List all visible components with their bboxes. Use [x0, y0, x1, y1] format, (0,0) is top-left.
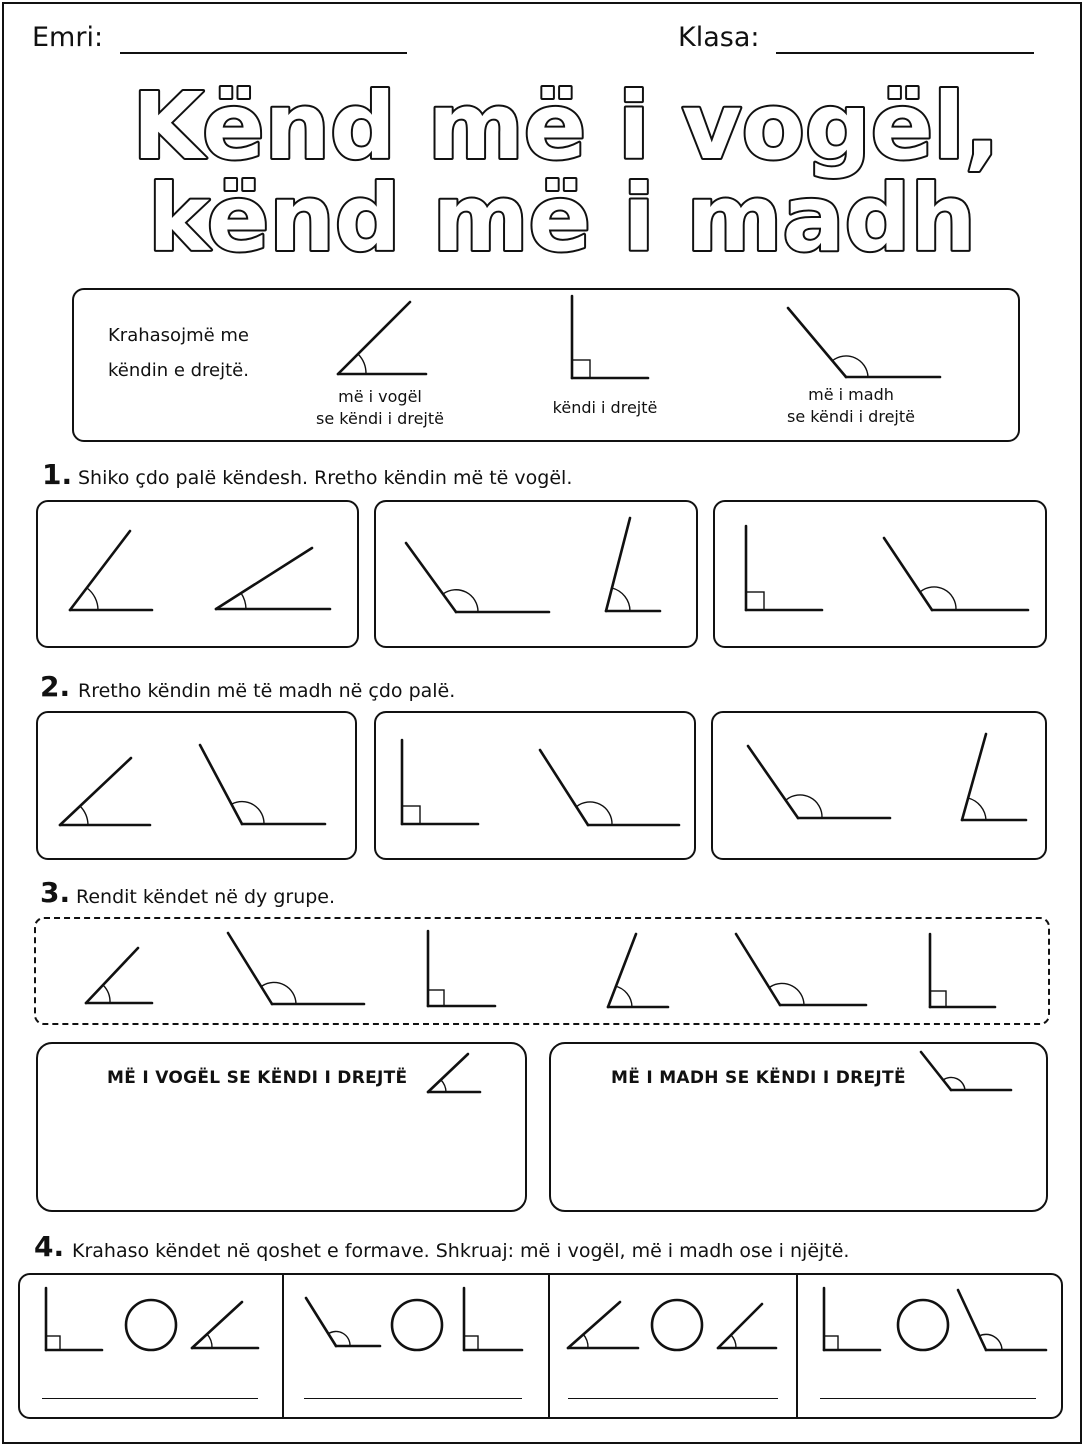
compare2-circle[interactable]	[386, 1294, 448, 1356]
compare3-acute-angle-a	[562, 1296, 642, 1354]
obtuse-angle-icon	[780, 300, 950, 380]
angles-to-sort-box	[34, 917, 1050, 1025]
name-label: Emri:	[32, 22, 104, 53]
ex1-pair2-angle-b[interactable]	[596, 512, 666, 617]
larger-caption-line1: më i madh	[808, 385, 894, 404]
ex2-pair1-angle-b[interactable]	[192, 740, 332, 830]
larger-caption	[771, 384, 931, 428]
worksheet-title	[0, 70, 1086, 270]
sort-angle-1-acute[interactable]	[80, 940, 160, 1010]
title-line-2: kënd më i madh	[148, 165, 976, 270]
compare2-obtuse-angle	[300, 1292, 382, 1352]
ex1-pair2-angle-a[interactable]	[396, 535, 556, 620]
right-angle-icon	[562, 292, 662, 382]
reference-intro-line2: këndin e drejtë.	[108, 360, 249, 381]
ex1-pair3-angle-b[interactable]	[876, 533, 1036, 618]
ex2-pair2-angle-b[interactable]	[532, 745, 687, 830]
sort-angle-3-right[interactable]	[418, 927, 503, 1012]
smaller-group-title: MË I VOGËL SE KËNDI I DREJTË	[107, 1068, 408, 1088]
compare1-circle[interactable]	[120, 1294, 182, 1356]
class-line[interactable]	[776, 52, 1034, 54]
sort-angle-5-obtuse[interactable]	[728, 928, 873, 1013]
exercise-1-number: 1.	[42, 458, 73, 491]
exercise-4-number: 4.	[34, 1230, 65, 1263]
exercise-2-number: 2.	[40, 670, 71, 703]
exercise-4-text: Krahaso këndet në qoshet e formave. Shkruaj: më i vogël, më i madh ose i njëjtë.	[72, 1240, 850, 1262]
title-line-1: Kënd më i vogël,	[132, 73, 1000, 180]
compare3-acute-angle-b	[712, 1298, 780, 1354]
ex2-pair3-angle-a[interactable]	[740, 740, 900, 825]
acute-angle-icon	[330, 296, 440, 386]
compare4-right-angle	[816, 1284, 886, 1356]
compare-divider-2	[548, 1274, 550, 1418]
exercise-2-text: Rretho këndin më të madh në çdo palë.	[78, 680, 456, 702]
larger-group-title: MË I MADH SE KËNDI I DREJTË	[611, 1068, 906, 1088]
compare-divider-3	[796, 1274, 798, 1418]
smaller-caption	[300, 386, 460, 430]
compare4-answer-line[interactable]	[820, 1398, 1036, 1399]
reference-intro	[108, 318, 249, 388]
sort-angle-4-acute[interactable]	[600, 928, 675, 1013]
sort-angle-6-right[interactable]	[920, 928, 1005, 1013]
compare1-acute-angle	[186, 1296, 262, 1354]
sort-angle-2-obtuse[interactable]	[220, 927, 370, 1012]
exercise-3-number: 3.	[40, 876, 71, 909]
compare3-answer-line[interactable]	[568, 1398, 778, 1399]
ex2-pair2-angle-a[interactable]	[392, 736, 487, 831]
compare-divider-1	[282, 1274, 284, 1418]
name-line[interactable]	[120, 52, 407, 54]
exercise-1-text: Shiko çdo palë këndesh. Rretho këndin më të vogël.	[78, 467, 573, 489]
ex2-pair1-angle-a[interactable]	[50, 750, 160, 835]
smaller-caption-line2: se këndi i drejtë	[316, 409, 444, 428]
compare2-answer-line[interactable]	[304, 1398, 522, 1399]
ex1-pair3-angle-a[interactable]	[736, 522, 831, 617]
compare4-obtuse-angle	[952, 1286, 1050, 1356]
compare1-right-angle	[38, 1284, 108, 1356]
class-label: Klasa:	[678, 22, 760, 53]
compare1-answer-line[interactable]	[42, 1398, 258, 1399]
compare3-circle[interactable]	[646, 1294, 708, 1356]
smaller-group-acute-icon	[422, 1048, 484, 1098]
compare4-circle[interactable]	[892, 1294, 954, 1356]
compare2-right-angle	[456, 1284, 528, 1356]
ex2-pair3-angle-b[interactable]	[952, 728, 1032, 828]
ex1-pair1-angle-b[interactable]	[208, 540, 338, 615]
right-caption: këndi i drejtë	[552, 398, 658, 417]
larger-caption-line2: se këndi i drejtë	[787, 407, 915, 426]
larger-group-obtuse-icon	[915, 1046, 1015, 1096]
ex1-pair1-angle-a[interactable]	[60, 525, 160, 620]
smaller-caption-line1: më i vogël	[338, 387, 422, 406]
exercise-3-text: Rendit këndet në dy grupe.	[76, 886, 336, 908]
reference-intro-line1: Krahasojmë me	[108, 325, 250, 346]
